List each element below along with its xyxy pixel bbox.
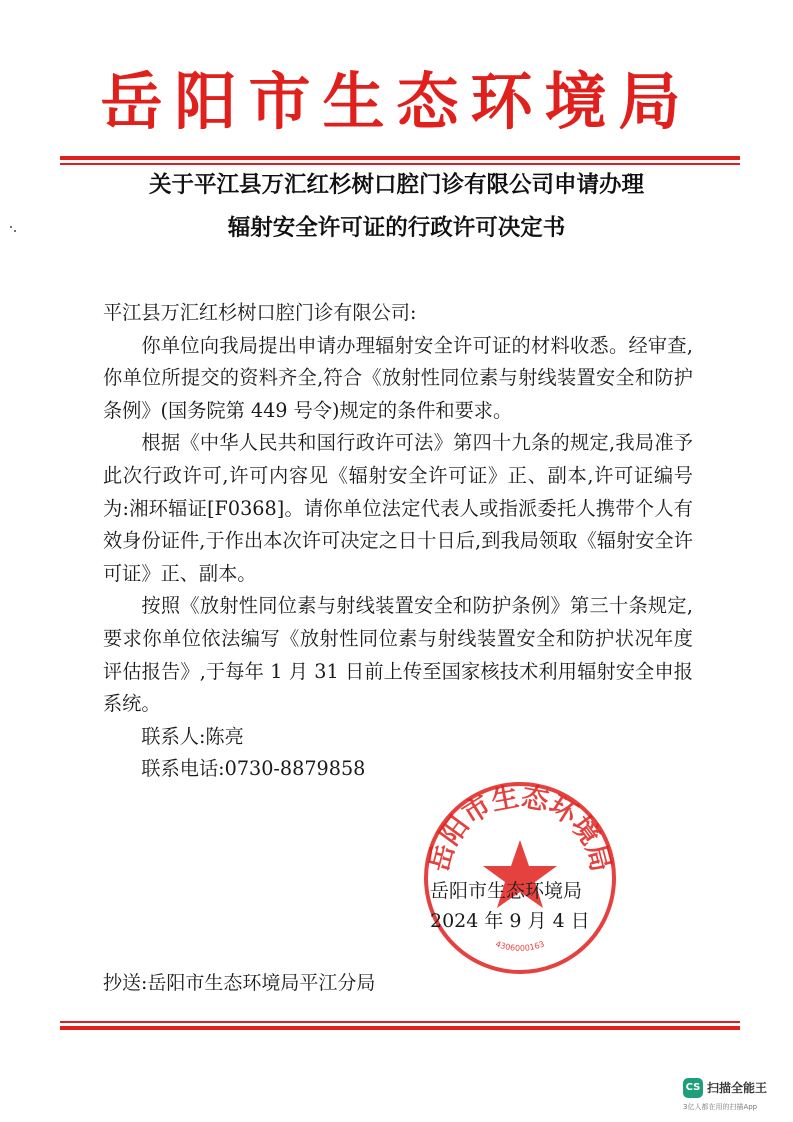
footer-divider-thin bbox=[60, 1021, 740, 1023]
contact-person: 联系人:陈亮 bbox=[141, 724, 244, 748]
document-title-line2: 辐射安全许可证的行政许可决定书 bbox=[227, 215, 566, 241]
scan-speck bbox=[10, 226, 12, 228]
document-title-line1: 关于平江县万汇红杉树口腔门诊有限公司申请办理 bbox=[148, 172, 644, 198]
scanner-watermark bbox=[683, 1076, 783, 1116]
scanner-name: 扫描全能王 bbox=[707, 1081, 768, 1095]
scanner-tagline: 3亿人都在用的扫描App bbox=[683, 1103, 758, 1111]
carbon-copy: 抄送:岳阳市生态环境局平江分局 bbox=[103, 972, 376, 994]
masthead-divider bbox=[60, 156, 740, 160]
contact-phone: 联系电话:0730-8879858 bbox=[141, 757, 366, 781]
paragraph-approval: 根据《中华人民共和国行政许可法》第四十九条的规定,我局准予此次行政许可,许可内容见《辐射安全许可证》正、副本,许可证编号为:湘环辐证[F0368]。请你单位法定代表人或指派委托人携带个人有效身份证件,于作出本次许可决定之日十日后,到我局领取《辐射安全许可证》正、副本。 bbox=[103, 431, 693, 585]
scan-speck bbox=[14, 230, 16, 232]
paragraph-receipt: 你单位向我局提出申请办理辐射安全许可证的材料收悉。经审查,你单位所提交的资料齐全,符合《放射性同位素与射线装置安全和防护条例》(国务院第 449 号令)规定的条件和要求。 bbox=[103, 333, 693, 422]
svg-text:4306000163 bbox=[494, 939, 545, 952]
footer-divider bbox=[60, 1026, 740, 1030]
camscanner-logo-icon: CS bbox=[683, 1078, 703, 1098]
document-body bbox=[103, 297, 693, 786]
signature-date: 2024 年 9 月 4 日 bbox=[430, 910, 590, 932]
masthead-divider-thin bbox=[60, 163, 740, 165]
signature-issuer: 岳阳市生态环境局 bbox=[430, 880, 583, 902]
agency-masthead: 岳阳市生态环境局 bbox=[100, 65, 693, 138]
paragraph-requirements: 按照《放射性同位素与射线装置安全和防护条例》第三十条规定,要求你单位依法编写《放射性同位素与射线装置安全和防护状况年度评估报告》,于每年 1 月 31 日前上传至国家核技术利用辐射安全申报系统。 bbox=[103, 594, 693, 716]
addressee: 平江县万汇红杉树口腔门诊有限公司: bbox=[103, 301, 417, 324]
seal-code: 4306000163 bbox=[494, 939, 546, 953]
seal-text: 岳阳市生态环境局 bbox=[423, 781, 617, 875]
